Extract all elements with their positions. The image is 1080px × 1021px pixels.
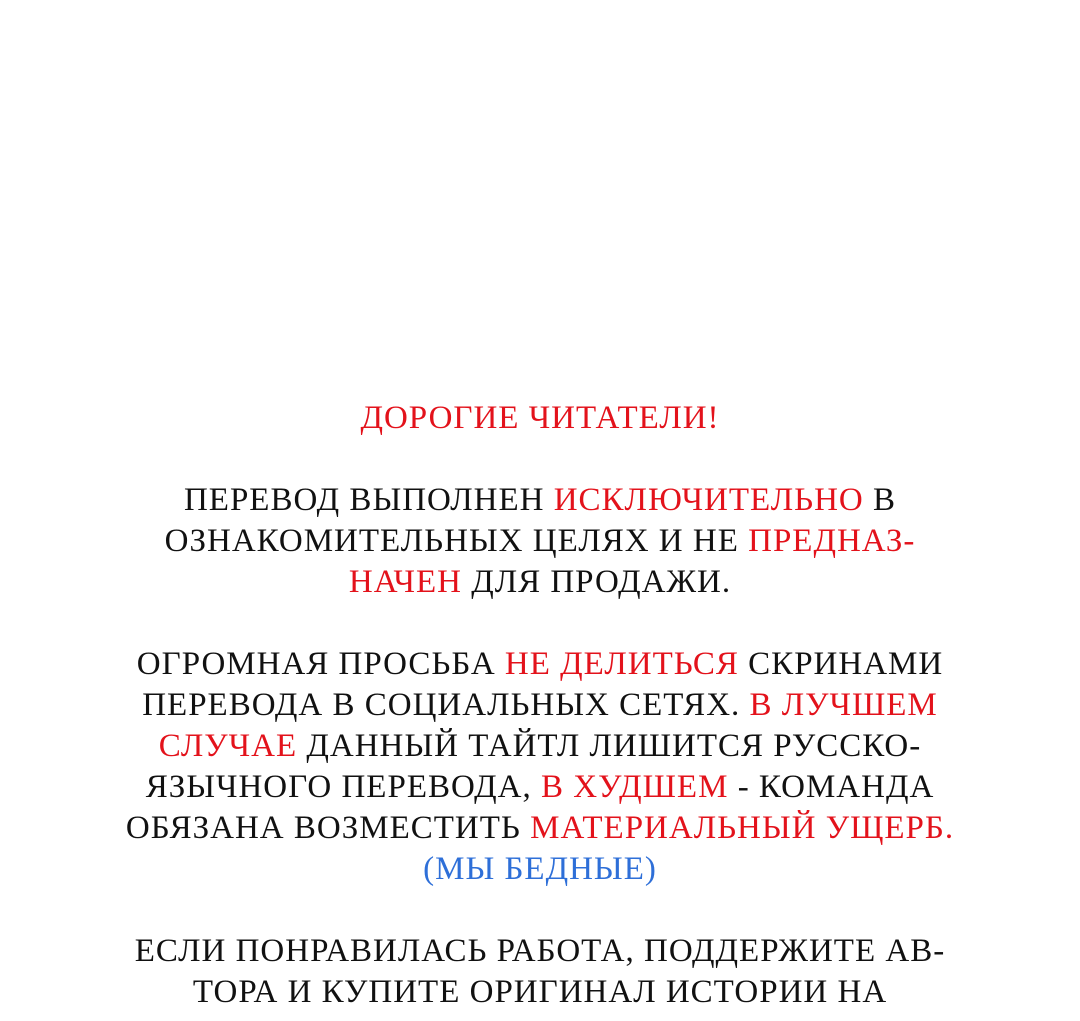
request-line-5 [0, 808, 1080, 849]
we-are-poor-note: (МЫ БЕДНЫЕ) [423, 851, 657, 887]
paragraph-spacer [0, 890, 1080, 931]
disclaimer-text: В [863, 482, 897, 518]
request-text: - КОМАНДА [728, 769, 935, 805]
notice-greeting: ДОРОГИЕ ЧИТАТЕЛИ! [360, 400, 720, 436]
request-text: ОГРОМНАЯ ПРОСЬБА [136, 646, 505, 682]
highlight-best-case-cont: СЛУЧАЕ [158, 728, 298, 764]
disclaimer-line-1 [0, 480, 1080, 521]
request-text: ДАННЫЙ ТАЙТЛ ЛИШИТСЯ РУССКО- [297, 728, 922, 764]
request-line-1 [0, 644, 1080, 685]
support-line-1: ЕСЛИ ПОНРАВИЛАСЬ РАБОТА, ПОДДЕРЖИТЕ АВ- [134, 933, 946, 969]
disclaimer-line-3 [0, 562, 1080, 603]
request-line-4 [0, 767, 1080, 808]
highlight-not-intended: ПРЕДНАЗ- [748, 523, 916, 559]
highlight-exclusively: ИСКЛЮЧИТЕЛЬНО [553, 482, 864, 518]
highlight-worst-case: В ХУДШЕМ [541, 769, 729, 805]
highlight-do-not-share: НЕ ДЕЛИТЬСЯ [504, 646, 739, 682]
disclaimer-line-2 [0, 521, 1080, 562]
highlight-best-case: В ЛУЧШЕМ [749, 687, 938, 723]
highlight-not-intended-cont: НАЧЕН [348, 564, 462, 600]
support-line-2: ТОРА И КУПИТЕ ОРИГИНАЛ ИСТОРИИ НА [192, 974, 888, 1010]
disclaimer-text: ДЛЯ ПРОДАЖИ. [461, 564, 732, 600]
highlight-material-damage: МАТЕРИАЛЬНЫЙ УЩЕРБ. [530, 810, 955, 846]
sharing-request-paragraph [0, 644, 1080, 890]
request-line-2 [0, 685, 1080, 726]
request-text: ЯЗЫЧНОГО ПЕРЕВОДА, [145, 769, 542, 805]
request-text: ОБЯЗАНА ВОЗМЕСТИТЬ [125, 810, 531, 846]
translator-notice [0, 398, 1080, 1013]
request-line-3 [0, 726, 1080, 767]
disclaimer-text: ОЗНАКОМИТЕЛЬНЫХ ЦЕЛЯХ И НЕ [164, 523, 749, 559]
paragraph-spacer [0, 603, 1080, 644]
support-author-paragraph [0, 931, 1080, 1013]
disclaimer-paragraph [0, 480, 1080, 603]
request-text: ПЕРЕВОДА В СОЦИАЛЬНЫХ СЕТЯХ. [142, 687, 750, 723]
disclaimer-text: ПЕРЕВОД ВЫПОЛНЕН [183, 482, 554, 518]
paragraph-spacer [0, 439, 1080, 480]
request-text: СКРИНАМИ [738, 646, 944, 682]
